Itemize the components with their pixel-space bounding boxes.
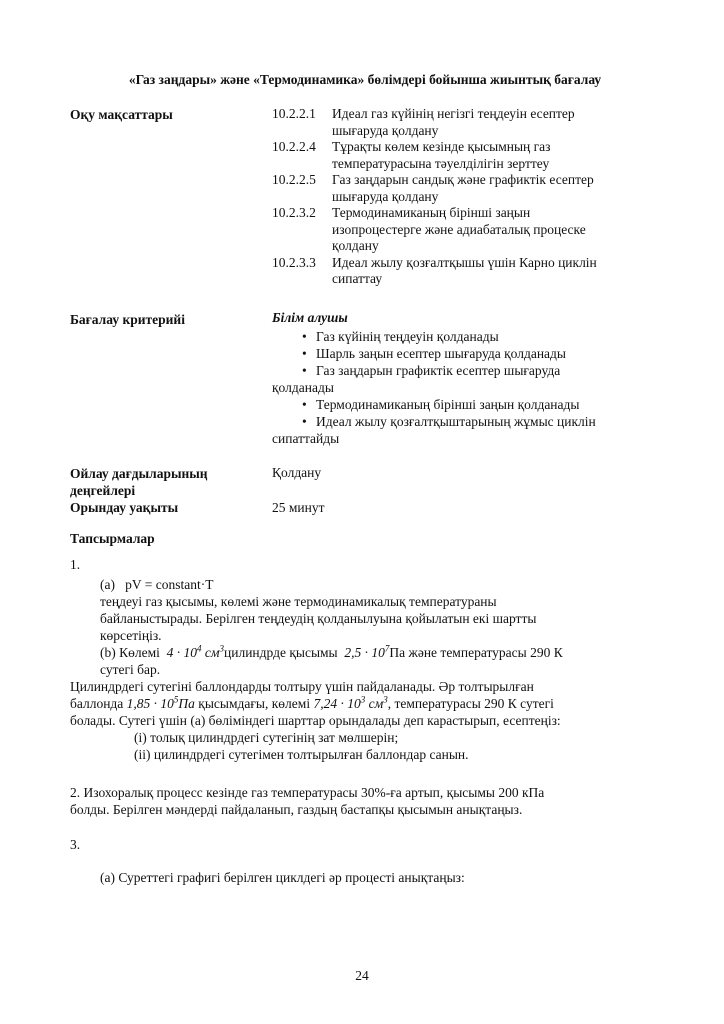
task-3a-line: (a) Суреттегі графигі берілген циклдегі әр процесті анықтаңыз: xyxy=(100,870,465,885)
criteria-item: • Шарль заңын есептер шығаруда қолданады xyxy=(302,346,566,361)
bullet-icon: • xyxy=(302,397,307,412)
criteria-head: Білім алушы xyxy=(272,310,348,325)
objective-line: 10.2.3.2 Термодинамиканың бірінші заңын xyxy=(272,205,531,220)
task-1-sub-i: (i) толық цилиндрдегі сутегінің зат мөлшерін; xyxy=(134,730,399,745)
page-number: 24 xyxy=(355,968,369,983)
task-1 xyxy=(70,556,632,763)
bullet-icon: • xyxy=(302,414,307,429)
task-1a-line: (a) pV = constant·T xyxy=(100,577,214,592)
task-2-line: болды. Берілген мәндерді пайдаланып, газдың бастапқы қысымын анықтаңыз. xyxy=(70,802,523,817)
criteria-item: • Газ күйінің теңдеуін қолданады xyxy=(302,329,499,344)
criteria-item: қолданады xyxy=(272,380,334,395)
task-1-text: болады. Сутегі үшін (a) бөліміндегі шарттар орындалады деп карастырып, есептеңіз: xyxy=(70,713,561,728)
bullet-icon: • xyxy=(302,346,307,361)
objective-line: 10.2.3.3 Идеал жылу қозғалтқышы үшін Карно циклін xyxy=(272,254,597,270)
criteria-item: сипаттайды xyxy=(272,431,340,446)
duration-value: 25 минут xyxy=(272,500,325,515)
learning-objectives-label: Оқу мақсаттары xyxy=(70,107,173,122)
tasks-title: Тапсырмалар xyxy=(70,531,155,546)
task-1b-text: сутегі бар. xyxy=(100,662,161,677)
bullet-icon: • xyxy=(302,363,307,378)
task-1a-text: көрсетіңіз. xyxy=(100,628,162,643)
objective-line: изопроцестерге және адиабаталық процеске xyxy=(332,221,586,237)
objective-line: шығаруда қолдану xyxy=(332,188,439,204)
objective-line: 10.2.2.1 Идеал газ күйінің негізгі теңдеуін есептер xyxy=(272,106,575,121)
objective-line: шығаруда қолдану xyxy=(332,122,439,138)
objective-line: қолдану xyxy=(332,238,379,253)
criteria-item: • Термодинамиканың бірінші заңын қолданады xyxy=(302,397,580,412)
duration-label: Орындау уақыты xyxy=(70,500,179,515)
criteria-list xyxy=(272,310,634,447)
task-1-text: баллонда $1,85 \cdot 10^5Па$ қысымдағы, көлемі $7,24 \cdot 10^3$ $см^3$, температурасы 290 К сутегі xyxy=(70,694,554,711)
task-2-line: 2. Изохоралық процесс кезінде газ температурасы 30%-ға артып, қысымы 200 кПа xyxy=(70,785,545,800)
task-3-number: 3. xyxy=(70,837,81,852)
objective-line: 10.2.2.5 Газ заңдарын сандық және графиктік есептер xyxy=(272,172,594,187)
bullet-icon: • xyxy=(302,329,307,344)
criteria-item: • Идеал жылу қозғалтқыштарының жұмыс циклін xyxy=(302,414,596,429)
page-title: «Газ заңдары» және «Термодинамика» бөлімдері бойынша жиынтық бағалау xyxy=(128,72,602,87)
criteria-label: Бағалау критерийі xyxy=(70,312,185,327)
task-1-text: Цилиндрдегі сутегіні баллондарды толтыру үшін пайдаланады. Әр толтырылған xyxy=(70,679,534,694)
task-1a-text: теңдеуі газ қысымы, көлемі және термодинамикалық температураны xyxy=(100,594,497,609)
task-1b-line: (b) Көлемі $4 \cdot 10^4$ $см^3цилиндрде$ қысымы $2,5 \cdot 10^7Па$ және температурасы 290 К xyxy=(100,643,563,660)
objective-line: температурасына тәуелділігін зерттеу xyxy=(332,155,550,171)
task-2 xyxy=(70,784,632,818)
task-1-number: 1. xyxy=(70,557,81,572)
thinking-level-value: Қолдану xyxy=(272,465,322,480)
objective-line: 10.2.2.4 Тұрақты көлем кезінде қысымның газ xyxy=(272,139,551,154)
task-1a-text: байланыстырады. Берілген теңдеудің қолданылуына қойылатын екі шартты xyxy=(100,611,537,626)
criteria-item: • Газ заңдарын графиктік есептер шығаруда xyxy=(302,363,561,378)
objective-line: сипаттау xyxy=(332,271,383,286)
task-1-sub-ii: (ii) цилиндрдегі сутегімен толтырылған баллондар санын. xyxy=(134,747,469,762)
task-3 xyxy=(70,836,632,886)
thinking-level-label: Ойлау дағдыларының деңгейлері xyxy=(70,466,208,498)
learning-objectives-list xyxy=(272,106,632,288)
